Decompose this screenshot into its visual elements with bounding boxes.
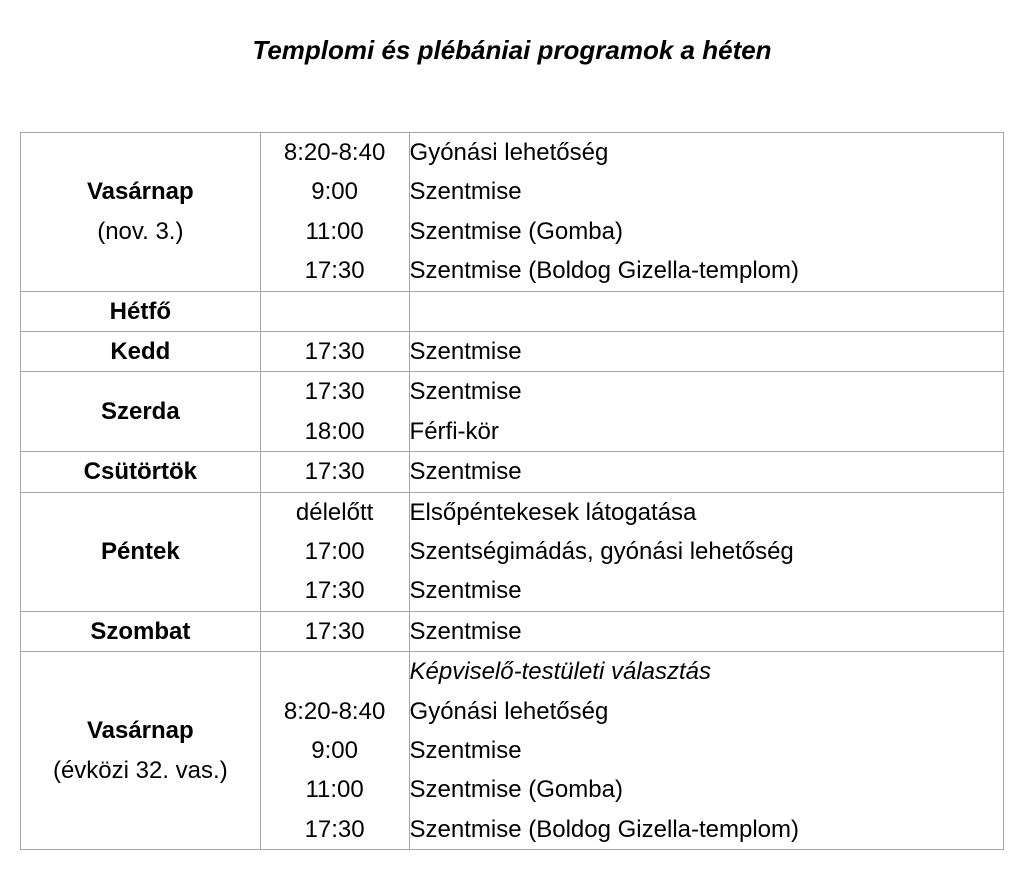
day-subtitle: (évközi 32. vas.) <box>52 756 228 784</box>
page-title: Templomi és plébániai programok a héten <box>252 35 772 65</box>
day-name: Szerda <box>100 398 180 426</box>
day-row <box>21 652 1004 850</box>
day-row <box>21 372 1004 452</box>
time-cell <box>260 372 409 452</box>
day-cell <box>21 133 261 292</box>
entry-event: Gyónási lehetőség <box>409 139 609 166</box>
entry-event: Szentmise (Gomba) <box>409 776 623 804</box>
entry-time: 17:30 <box>304 577 365 605</box>
entry-time: 17:30 <box>304 378 365 406</box>
entry-event: Szentmise <box>409 337 522 365</box>
entry-event: Szentmise (Gomba) <box>409 217 623 245</box>
day-row <box>21 452 1004 492</box>
day-name: Vasárnap <box>86 717 194 745</box>
entry-time: 17:30 <box>304 337 365 365</box>
time-cell <box>260 291 409 331</box>
entry-event: Szentmise <box>409 577 522 605</box>
entry-time: 8:20-8:40 <box>283 697 386 725</box>
entry-time: 17:30 <box>304 458 365 486</box>
time-cell <box>260 452 409 492</box>
entry-time: 18:00 <box>304 417 365 445</box>
entry-time <box>261 652 409 691</box>
event-cell <box>409 492 1003 611</box>
day-name: Csütörtök <box>83 458 197 486</box>
day-cell <box>21 331 261 371</box>
day-subtitle: (nov. 3.) <box>97 217 184 245</box>
entry-event: Szentmise <box>409 617 522 645</box>
day-cell <box>21 291 261 331</box>
schedule-table <box>20 132 1004 850</box>
event-cell <box>409 133 1003 292</box>
event-cell <box>409 611 1003 651</box>
entry-time: 17:30 <box>304 257 365 285</box>
entry-time: 9:00 <box>311 178 358 206</box>
day-name: Péntek <box>100 537 180 565</box>
day-row <box>21 611 1004 651</box>
event-cell <box>409 452 1003 492</box>
day-cell <box>21 492 261 611</box>
day-cell <box>21 452 261 492</box>
entry-event: Szentmise (Boldog Gizella-templom) <box>409 815 800 843</box>
entry-event: Képviselő-testületi választás <box>409 658 712 686</box>
entry-time: 17:30 <box>304 815 365 843</box>
entry-time: 17:30 <box>304 617 365 645</box>
entry-event: Szentmise <box>409 736 522 764</box>
entry-time <box>261 292 409 331</box>
time-cell <box>260 133 409 292</box>
day-name: Kedd <box>110 337 171 365</box>
entry-event: Elsőpéntekesek látogatása <box>409 498 697 526</box>
time-cell <box>260 611 409 651</box>
entry-time: 11:00 <box>305 217 364 245</box>
time-cell <box>260 652 409 850</box>
day-row <box>21 492 1004 611</box>
entry-event: Szentmise <box>409 178 522 206</box>
entry-event: Szentmise <box>409 378 522 406</box>
event-cell <box>409 372 1003 452</box>
day-cell <box>21 611 261 651</box>
day-row <box>21 291 1004 331</box>
entry-event: Gyónási lehetőség <box>409 697 609 725</box>
day-row <box>21 331 1004 371</box>
entry-time: 17:00 <box>304 537 365 565</box>
entry-event: Szentmise (Boldog Gizella-templom) <box>409 257 800 285</box>
day-row <box>21 133 1004 292</box>
event-cell <box>409 291 1003 331</box>
entry-event <box>410 292 1003 331</box>
entry-time: délelőtt <box>295 498 374 526</box>
entry-event: Szentmise <box>409 458 522 486</box>
entry-time: 9:00 <box>311 736 358 764</box>
entry-event: Szentségimádás, gyónási lehetőség <box>409 537 794 565</box>
day-name: Vasárnap <box>86 178 194 206</box>
entry-time: 11:00 <box>305 776 364 804</box>
day-name: Hétfő <box>109 297 171 325</box>
day-cell <box>21 372 261 452</box>
day-name: Szombat <box>90 617 191 645</box>
entry-event: Férfi-kör <box>409 417 499 445</box>
event-cell <box>409 652 1003 850</box>
day-cell <box>21 652 261 850</box>
schedule-body <box>21 133 1004 850</box>
entry-time: 8:20-8:40 <box>283 139 386 166</box>
event-cell <box>409 331 1003 371</box>
time-cell <box>260 331 409 371</box>
time-cell <box>260 492 409 611</box>
